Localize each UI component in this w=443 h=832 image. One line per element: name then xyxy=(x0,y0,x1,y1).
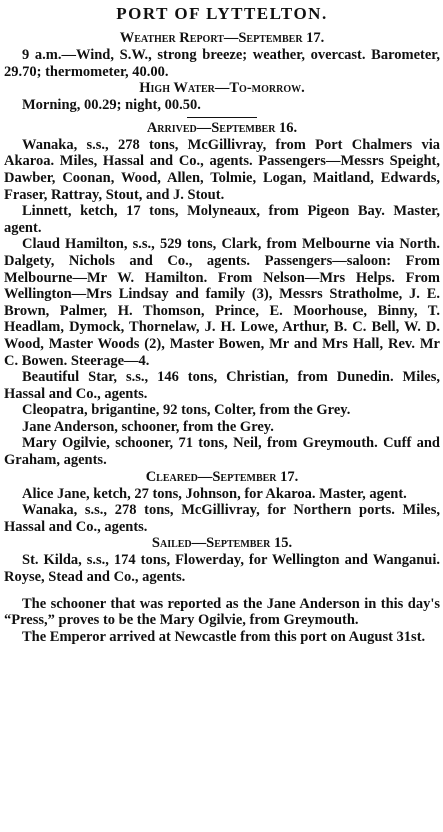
weather-report: 9 a.m.—Wind, S.W., strong breeze; weather, overcast. Barometer, 29.70; thermometer, 40.00. xyxy=(4,47,440,80)
arrival-entry: Cleopatra, brigantine, 92 tons, Colter, from the Grey. xyxy=(22,402,351,419)
arrived-heading: Arrived—September 16. xyxy=(146,119,298,136)
arrival-entry: Jane Anderson, schooner, from the Grey. xyxy=(22,418,274,435)
cleared-heading: Cleared—September 17. xyxy=(145,468,299,485)
shipping-note: The schooner that was reported as the Jane Anderson in this day's “Press,” proves to be the Mary Ogilvie, from Greymouth. xyxy=(4,595,440,629)
arrival-entry: Claud Hamilton, s.s., 529 tons, Clark, from Melbourne via North. Dalgety, Nichols and Co., agents. Passengers—saloon: From Melbourne—Mr W. Hamilton. From Nelson—Mrs Helps. From Wellington—Mrs Lindsay and family (3), Messrs Stratholme, J. E. Brown, Palmer, H. Thomson, Prince, E. Moorhouse, Binny, T. Headlam, Dymock, Thornelaw, J. H. Lowe, Arthur, B. C. Bell, W. D. Wood, Master Woods (2), Master Bowen, Mr and Mrs Hall, Rev. Mr C. Bowen. Steerage—4. xyxy=(4,236,440,369)
high-water-times: Morning, 00.29; night, 00.50. xyxy=(22,97,201,114)
cleared-entry: Wanaka, s.s., 278 tons, McGillivray, for Northern ports. Miles, Hassal and Co., agents. xyxy=(4,502,440,535)
arrival-entry: Wanaka, s.s., 278 tons, McGillivray, from Port Chalmers via Akaroa. Miles, Hassal and Co., agents. Passengers—Messrs Speight, Dawber, Coonan, Wood, Allen, Tolmie, Logan, Maitland, Edwards, Fraser, Rattray, Stout, and J. Stout. xyxy=(4,136,440,203)
shipping-note: The Emperor arrived at Newcastle from this port on August 31st. xyxy=(22,628,426,645)
sailed-heading: Sailed—September 15. xyxy=(151,535,293,552)
page-title: PORT OF LYTTELTON. xyxy=(116,4,328,23)
arrival-entry: Linnett, ketch, 17 tons, Molyneaux, from Pigeon Bay. Master, agent. xyxy=(4,203,440,236)
sailed-entry: St. Kilda, s.s., 174 tons, Flowerday, for Wellington and Wanganui. Royse, Stead and Co., agents. xyxy=(4,552,440,586)
arrival-entry: Mary Ogilvie, schooner, 71 tons, Neil, from Greymouth. Cuff and Graham, agents. xyxy=(4,435,440,469)
high-water-heading: High Water—To-morrow. xyxy=(139,80,305,97)
spacer xyxy=(4,586,440,596)
weather-heading: Weather Report—September 17. xyxy=(119,30,325,46)
section-divider xyxy=(187,117,257,118)
arrival-entry: Beautiful Star, s.s., 146 tons, Christian, from Dunedin. Miles, Hassal and Co., agents. xyxy=(4,369,440,402)
cleared-entry: Alice Jane, ketch, 27 tons, Johnson, for Akaroa. Master, agent. xyxy=(22,485,407,502)
